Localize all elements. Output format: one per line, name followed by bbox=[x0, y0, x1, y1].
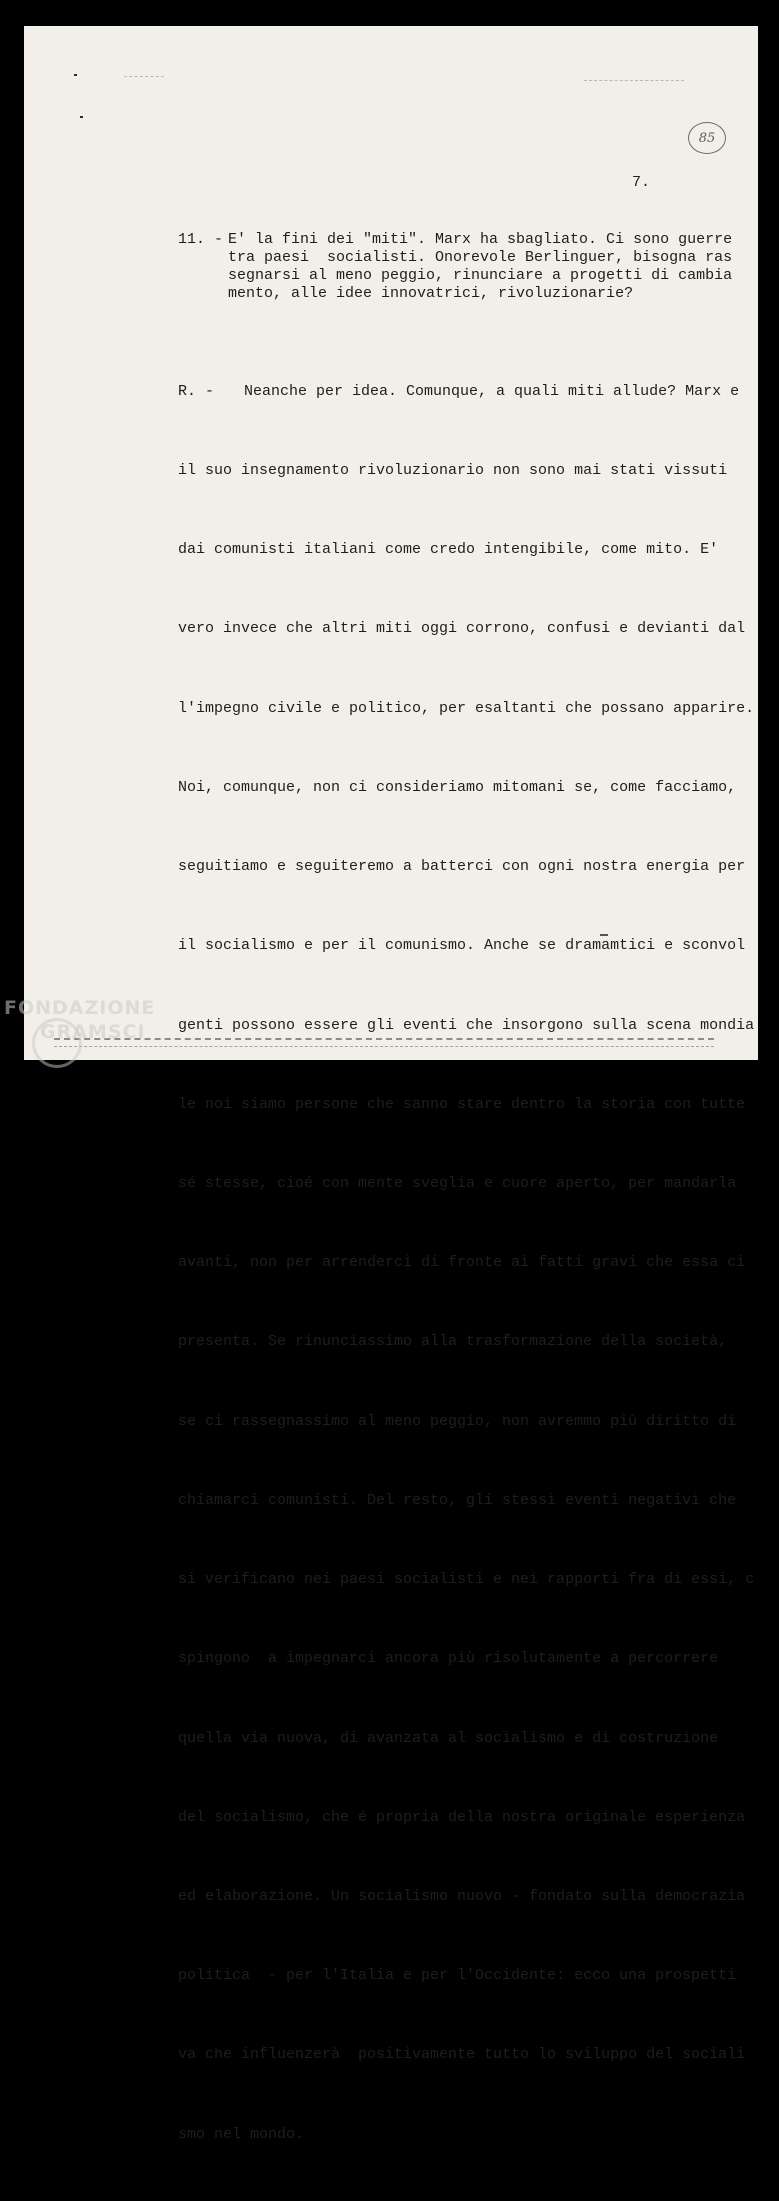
answer-line: se ci rassegnassimo al meno peggio, non avremmo più diritto di bbox=[178, 1412, 737, 1430]
answer-label: R. - bbox=[178, 382, 215, 400]
answer-line: chiamarci comunisti. Del resto, gli stessi eventi negativi che bbox=[178, 1491, 737, 1509]
answer-line: il socialismo e per il comunismo. Anche se dramamtici e sconvol bbox=[178, 937, 746, 955]
answer-line: il suo insegnamento rivoluzionario non sono mai stati vissuti bbox=[178, 462, 728, 480]
answer-line: politica - per l'Italia e per l'Occidente: ecco una prospetti bbox=[178, 1967, 737, 1985]
answer-line: ed elaborazione. Un socialismo nuovo - fondato sulla democrazia bbox=[178, 1887, 746, 1905]
scan-speck bbox=[74, 74, 77, 76]
question-block bbox=[178, 231, 732, 303]
answer-line: si verificano nei paesi socialisti e nei rapporti fra di essi, c bbox=[178, 1571, 755, 1589]
watermark-logo bbox=[4, 996, 155, 1044]
answer-line: avanti, non per arrenderci di fronte ai fatti gravi che essa ci bbox=[178, 1254, 746, 1272]
answer-block bbox=[178, 326, 754, 2201]
question-line: mento, alle idee innovatrici, rivoluzionarie? bbox=[228, 285, 634, 302]
answer-line: Noi, comunque, non ci consideriamo mitomani se, come facciamo, bbox=[178, 778, 737, 796]
archive-stamp bbox=[688, 122, 726, 154]
question-number: 11. - bbox=[178, 231, 224, 248]
scan-artifact bbox=[600, 934, 608, 936]
answer-line: le noi siamo persone che sanno stare dentro la storia con tutte bbox=[178, 1095, 746, 1113]
document-page bbox=[24, 26, 758, 2143]
scan-speck bbox=[80, 116, 83, 118]
answer-line: va che influenzerà positivamente tutto lo sviluppo del sociali bbox=[178, 2046, 746, 2064]
answer-line: del socialismo, che é propria della nostra originale esperienza bbox=[178, 1808, 746, 1826]
question-line: segnarsi al meno peggio, rinunciare a progetti di cambia bbox=[228, 267, 733, 284]
scan-artifact bbox=[54, 1046, 714, 1047]
archive-stamp-number: 85 bbox=[698, 130, 716, 146]
page-number: 7. bbox=[632, 174, 651, 191]
watermark-line2: GRAMSCI bbox=[40, 1021, 146, 1043]
answer-line: quella via nuova, di avanzata al socialismo e di costruzione bbox=[178, 1729, 719, 1747]
scan-artifact bbox=[124, 76, 164, 78]
answer-line: vero invece che altri miti oggi corrono, confusi e devianti dal bbox=[178, 620, 746, 638]
answer-line: spingono a impegnarci ancora più risolutamente a percorrere bbox=[178, 1650, 719, 1668]
answer-line: l'impegno civile e politico, per esaltanti che possano apparire. bbox=[178, 699, 755, 717]
answer-line: sé stesse, cioé con mente sveglia e cuore aperto, per mandarla bbox=[178, 1175, 737, 1192]
watermark-line1: FONDAZIONE bbox=[4, 997, 156, 1019]
answer-line: genti possono essere gli eventi che insorgono sulla scena mondia bbox=[178, 1016, 755, 1034]
answer-line: Neanche per idea. Comunque, a quali miti allude? Marx e bbox=[244, 382, 740, 400]
answer-line: seguitiamo e seguiteremo a batterci con ogni nostra energia per bbox=[178, 858, 746, 876]
scan-artifact bbox=[584, 80, 684, 82]
question-line: E' la fini dei "miti". Marx ha sbagliato. Ci sono guerre bbox=[228, 231, 733, 248]
answer-line: dai comunisti italiani come credo intengibile, come mito. E' bbox=[178, 541, 719, 559]
answer-line: smo nel mondo. bbox=[178, 2125, 305, 2143]
question-line: tra paesi socialisti. Onorevole Berlinguer, bisogna ras bbox=[228, 249, 733, 266]
answer-line: presenta. Se rinunciassimo alla trasformazione della società, bbox=[178, 1333, 728, 1351]
